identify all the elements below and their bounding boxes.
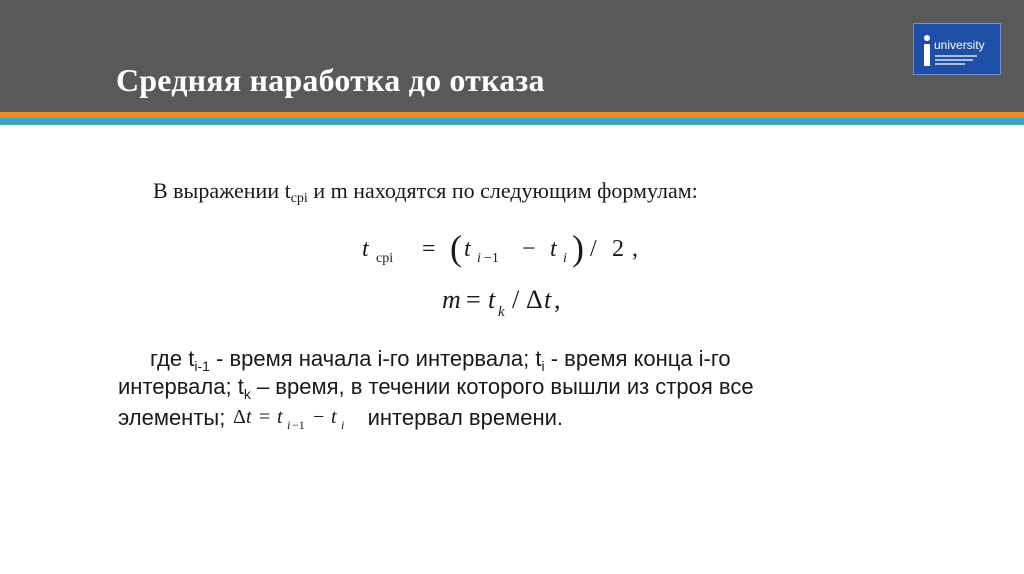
svg-text:срi: срi xyxy=(376,251,394,266)
svg-text:t: t xyxy=(464,236,471,262)
svg-text:i: i xyxy=(477,251,481,266)
university-logo xyxy=(913,23,1001,75)
line2-text: интервала; t xyxy=(118,374,244,399)
svg-text:−: − xyxy=(522,236,536,262)
formula-m xyxy=(440,282,600,326)
svg-text:/: / xyxy=(512,285,520,314)
intro-suffix: находятся по следующим формулам: xyxy=(347,178,698,203)
svg-text:=: = xyxy=(422,236,436,262)
definition-line-1 xyxy=(150,346,731,372)
svg-text:−: − xyxy=(313,406,325,428)
svg-text:Δ: Δ xyxy=(526,285,543,314)
svg-text:−1: −1 xyxy=(292,418,306,431)
logo-caption-line xyxy=(935,63,965,65)
definition-line-2 xyxy=(118,374,754,400)
intro-subscript: срi xyxy=(290,191,308,206)
svg-text:Δ: Δ xyxy=(233,406,247,428)
definition-line-3 xyxy=(118,403,563,431)
svg-text:t: t xyxy=(550,236,557,262)
intro-mid: и m xyxy=(307,178,348,203)
svg-text:k: k xyxy=(498,304,505,320)
svg-text:t: t xyxy=(544,285,552,314)
svg-text:i: i xyxy=(563,251,567,266)
line3-text: элементы; xyxy=(118,405,232,430)
svg-text:=: = xyxy=(259,406,271,428)
svg-text:/: / xyxy=(590,236,597,262)
svg-text:i: i xyxy=(287,418,291,431)
svg-text:t: t xyxy=(362,236,369,262)
svg-text:i: i xyxy=(341,418,345,431)
svg-text:,: , xyxy=(554,285,561,314)
formula-tcpi xyxy=(360,226,660,272)
svg-text:−1: −1 xyxy=(484,251,499,266)
line1-text: - время конца i-го xyxy=(544,346,731,371)
svg-text:t: t xyxy=(488,285,496,314)
line1-subscript: i-1 xyxy=(194,358,210,374)
line1-text: - время начала i-го интервала; t xyxy=(209,346,542,371)
svg-text:): ) xyxy=(572,228,584,268)
logo-caption-line xyxy=(935,55,977,57)
logo-text: university xyxy=(934,38,985,52)
svg-text:2: 2 xyxy=(612,236,624,262)
svg-text:t: t xyxy=(331,406,337,428)
svg-text:,: , xyxy=(632,236,638,262)
line3-text: интервал времени. xyxy=(367,405,563,430)
svg-text:t: t xyxy=(246,406,252,428)
svg-text:m: m xyxy=(442,285,461,314)
line1-subscript: i xyxy=(541,358,545,374)
header-stripe-teal xyxy=(0,118,1024,125)
svg-text:=: = xyxy=(466,285,481,314)
svg-text:t: t xyxy=(277,406,283,428)
slide-title: Средняя наработка до отказа xyxy=(116,62,545,98)
logo-caption-line xyxy=(935,59,973,61)
svg-text:(: ( xyxy=(450,228,462,268)
line2-subscript: k xyxy=(243,386,251,402)
formula-delta-t xyxy=(231,403,361,431)
line1-text: где t xyxy=(150,346,195,371)
university-logo-icon xyxy=(922,34,932,68)
line2-text: – время, в течении которого вышли из строя все xyxy=(250,374,754,399)
intro-sentence xyxy=(153,178,698,204)
intro-prefix: В выражении t xyxy=(153,178,291,203)
